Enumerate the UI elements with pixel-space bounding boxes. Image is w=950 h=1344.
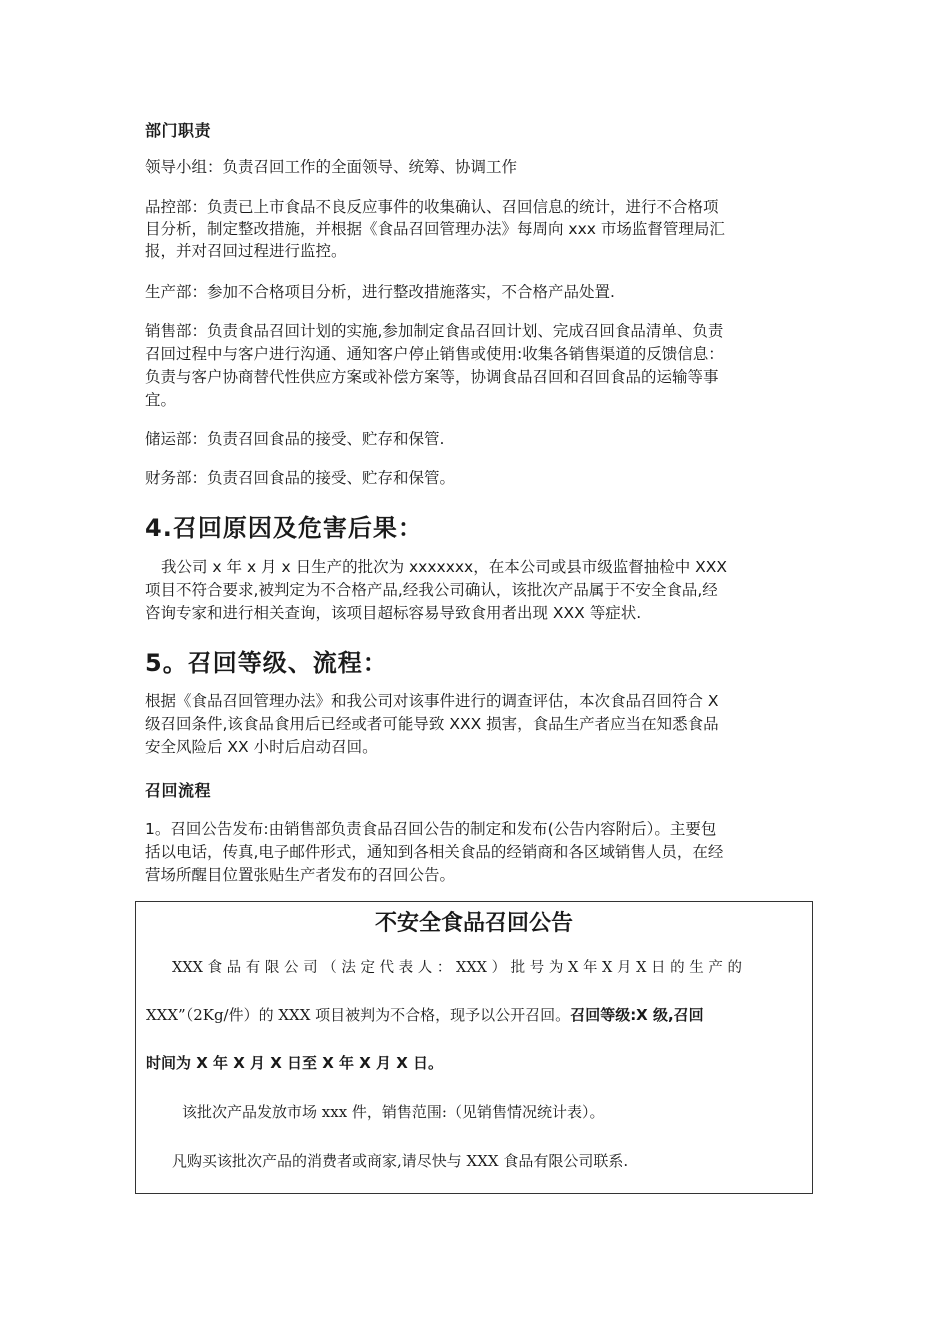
notice-recall-period: 时间为 X 年 X 月 X 日至 X 年 X 月 X 日。: [146, 1054, 444, 1072]
qc-line-2: 目分析，制定整改措施，并根据《食品召回管理办法》每周向 xxx 市场监督管理局汇: [145, 220, 725, 238]
flow-line-3: 营场所醒目位置张贴生产者发布的召回公告。: [145, 866, 456, 884]
sec4-heading: 4.召回原因及危害后果：: [145, 514, 423, 542]
flow-title: 召回流程: [145, 781, 212, 800]
dept-title: 部门职责: [145, 121, 212, 140]
prod-para: 生产部：参加不合格项目分析，进行整改措施落实，不合格产品处置.: [145, 283, 615, 301]
sec4-line-2: 项目不符合要求,被判定为不合格产品,经我公司确认，该批次产品属于不安全食品,经: [145, 581, 718, 599]
notice-recall-level: 召回等级:X 级,召回: [570, 1006, 704, 1024]
qc-line-3: 报，并对召回过程进行监控。: [145, 242, 347, 260]
leader-para: 领导小组：负责召回工作的全面领导、统筹、协调工作: [145, 158, 518, 176]
sec4-line-1: 我公司 x 年 x 月 x 日生产的批次为 xxxxxxx，在本公司或县市级监督抽检中 XXX: [161, 558, 728, 576]
notice-line-5: 凡购买该批次产品的消费者或商家,请尽快与 XXX 食品有限公司联系.: [172, 1152, 629, 1170]
notice-line-1: XXX 食 品 有 限 公 司 （ 法 定 代 表 人 ： XXX ） 批 号 为 X 年 X 月 X 日 的 生 产 的: [172, 960, 742, 976]
notice-line-2-text: XXX”（2Kg/件）的 XXX 项目被判为不合格，现予以公开召回。: [146, 1006, 571, 1024]
sec5-line-3: 安全风险后 XX 小时后启动召回。: [145, 738, 378, 756]
notice-line-4: 该批次产品发放市场 xxx 件，销售范围:（见销售情况统计表）。: [182, 1103, 605, 1121]
flow-line-2: 括以电话，传真,电子邮件形式，通知到各相关食品的经销商和各区域销售人员，在经: [145, 843, 724, 861]
recall-notice-box: [135, 901, 813, 1194]
qc-line-1: 品控部：负责已上市食品不良反应事件的收集确认、召回信息的统计，进行不合格项: [145, 198, 719, 216]
flow-line-1: 1。召回公告发布:由销售部负责食品召回公告的制定和发布(公告内容附后）。主要包: [145, 820, 717, 838]
notice-line-2: [146, 1004, 806, 1025]
sales-line-1: 销售部：负责食品召回计划的实施,参加制定食品召回计划、完成召回食品清单、负责: [145, 322, 724, 340]
sales-line-2: 召回过程中与客户进行沟通、通知客户停止销售或使用:收集各销售渠道的反馈信息：: [145, 345, 724, 363]
storage-para: 储运部：负责召回食品的接受、贮存和保管.: [145, 430, 445, 448]
sec4-line-3: 咨询专家和进行相关查询，该项目超标容易导致食用者出现 XXX 等症状.: [145, 604, 642, 622]
sales-line-3: 负责与客户协商替代性供应方案或补偿方案等，协调食品召回和召回食品的运输等事: [145, 368, 719, 386]
sales-line-4: 宜。: [145, 391, 177, 409]
sec5-line-1: 根据《食品召回管理办法》和我公司对该事件进行的调查评估，本次食品召回符合 X: [145, 692, 719, 710]
sec5-heading: 5。召回等级、流程：: [145, 649, 388, 677]
notice-title: 不安全食品召回公告: [374, 911, 573, 936]
finance-para: 财务部：负责召回食品的接受、贮存和保管。: [145, 469, 456, 487]
sec5-line-2: 级召回条件,该食品食用后已经或者可能导致 XXX 损害，食品生产者应当在知悉食品: [145, 715, 719, 733]
